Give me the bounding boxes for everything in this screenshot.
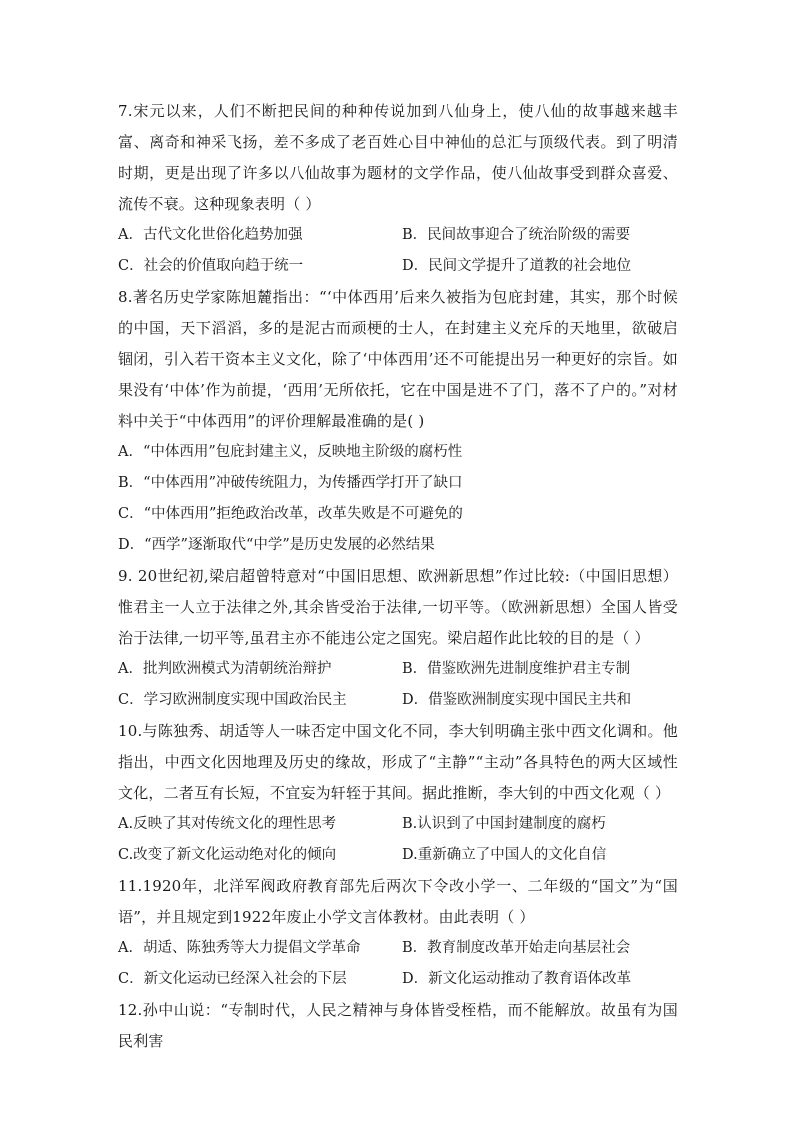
question-10-option-a[interactable]: A.反映了其对传统文化的理性思考 [118,816,337,832]
question-12-stem: 12.孙中山说：“专制时代，人民之精神与身体皆受桎梏，而不能解放。故虽有为国民利害 [118,1001,678,1050]
question-11 [118,871,678,995]
question-8-option-c[interactable]: C．“中体西用”拒绝政治改革，改革失败是不可避免的 [118,506,463,522]
question-10-option-c[interactable]: C.改变了新文化运动绝对化的倾向 [118,847,337,863]
question-11-option-b[interactable]: B．教育制度改革开始走向基层社会 [402,940,631,956]
question-9 [118,561,678,716]
question-9-option-d[interactable]: D．借鉴欧洲制度实现中国民主共和 [402,692,632,708]
question-11-options-row-1 [118,933,678,964]
question-7-option-b[interactable]: B．民间故事迎合了统治阶级的需要 [402,227,631,243]
question-11-option-a[interactable]: A．胡适、陈独秀等大力提倡文学革命 [118,940,361,956]
question-9-option-b[interactable]: B．借鉴欧洲先进制度维护君主专制 [402,661,631,677]
question-7-options-row-2 [118,251,678,282]
question-7 [118,96,678,282]
question-8-stem: 8.著名历史学家陈旭麓指出：“‘中体西用’后来久被指为包庇封建，其实，那个时候的中国，天下滔滔，多的是泥古而顽梗的士人，在封建主义充斥的天地里，欲破启锢闭，引入若干资本主义文化，除了‘中体西用’还不可能提出另一种更好的宗旨。如果没有‘中体’作为前提，‘西用’无所依托，它在中国是进不了门，落不了户的。”对材料中关于“中体西用”的评价理解最准确的是( ) [118,288,678,430]
question-9-stem: 9. 20世纪初,梁启超曾特意对“中国旧思想、欧洲新思想”作过比较:（中国旧思想）惟君主一人立于法律之外,其余皆受治于法律,一切平等。（欧洲新思想）全国人皆受治于法律,一切平等,虽君主亦不能违公定之国宪。梁启超作此比较的目的是（ ） [118,567,678,647]
question-7-options-row-1 [118,220,678,251]
question-7-option-a[interactable]: A．古代文化世俗化趋势加强 [118,227,303,243]
question-8-option-b[interactable]: B．“中体西用”冲破传统阻力，为传播西学打开了缺口 [118,475,463,491]
question-11-option-d[interactable]: D．新文化运动推动了教育语体改革 [402,971,632,987]
question-7-option-c[interactable]: C．社会的价值取向趋于统一 [118,258,304,274]
question-9-options-row-1 [118,654,678,685]
question-7-stem: 7.宋元以来，人们不断把民间的种种传说加到八仙身上，使八仙的故事越来越丰富、离奇和神采飞扬，差不多成了老百姓心目中神仙的总汇与顶级代表。到了明清时期，更是出现了许多以八仙故事为题材的文学作品，使八仙故事受到群众喜爱、流传不衰。这种现象表明（ ） [118,102,678,213]
question-10-option-d[interactable]: D.重新确立了中国人的文化自信 [402,847,607,863]
question-10-stem: 10.与陈独秀、胡适等人一味否定中国文化不同，李大钊明确主张中西文化调和。他指出，中西文化因地理及历史的缘故，形成了“主静”“主动”各具特色的两大区域性文化，二者互有长短，不宜妄为轩轾于其间。据此推断，李大钊的中西文化观（ ） [118,722,678,802]
question-10-options-row-2 [118,840,678,871]
question-11-stem: 11.1920年，北洋军阀政府教育部先后两次下令改小学一、二年级的“国文”为“国语”，并且规定到1922年废止小学文言体教材。由此表明（ ） [118,877,678,926]
question-7-option-d[interactable]: D．民间文学提升了道教的社会地位 [402,258,632,274]
question-12 [118,995,678,1057]
question-9-option-a[interactable]: A．批判欧洲模式为清朝统治辩护 [118,661,332,677]
question-10-options-row-1 [118,809,678,840]
question-11-options-row-2 [118,964,678,995]
question-8-option-a[interactable]: A．“中体西用”包庇封建主义，反映地主阶级的腐朽性 [118,444,463,460]
question-8 [118,282,678,561]
question-10 [118,716,678,871]
question-9-options-row-2 [118,685,678,716]
question-9-option-c[interactable]: C．学习欧洲制度实现中国政治民主 [118,692,347,708]
question-8-option-d[interactable]: D．“西学”逐渐取代“中学”是历史发展的必然结果 [118,537,435,553]
exam-page [118,96,678,1057]
question-10-option-b[interactable]: B.认识到了中国封建制度的腐朽 [402,816,606,832]
question-11-option-c[interactable]: C．新文化运动已经深入社会的下层 [118,971,347,987]
